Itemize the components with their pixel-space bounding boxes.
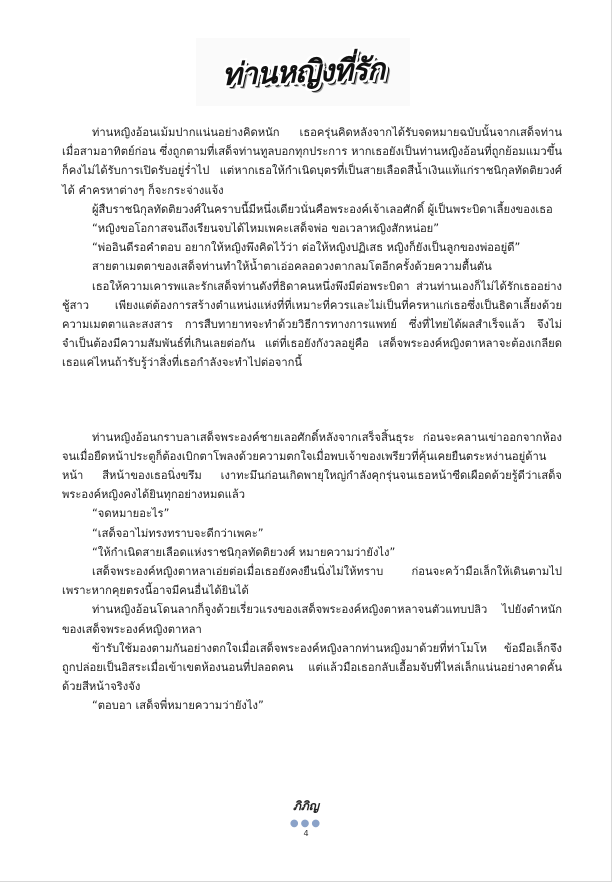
dialogue-line: “พ่ออินดีรอคำตอบ อยากให้หญิงพึงคิดไว้ว่า ต่อให้หญิงปฏิเสธ หญิงก็ยังเป็นลูกของพ่ออยู่ดี”	[92, 241, 521, 255]
title-banner	[196, 38, 410, 106]
paragraph: เสด็จพระองค์หญิงตาหลาเอ่ยต่อเมื่อเธอยังคงยืนนิ่งไม่ให้ทราบ ก่อนจะคว้ามือเล็กให้เดินตามไป เพราะหากคุยตรงนี้อาจมีคนอื่นได้ยินได้	[62, 565, 562, 598]
paragraph: ท่านหญิงอ้อนเม้มปากแน่นอย่างคิดหนัก เธอครุ่นคิดหลังจากได้รับจดหมายฉบับนั้นจากเสด็จท่านเมื่อสามอาทิตย์ก่อน ซึ่งถูกตามที่เสด็จท่านทูลบอกทุกประการ หากเธอยังเป็นท่านหญิงอ้อนที่ถูกย้อมแมวขึ้นก็คงไม่ได้รับการเปิดรับอยู่ร่ำไป แต่หากเธอให้กำเนิดบุตรที่เป็นสายเลือดสีน้ำเงินแท้แก่ราชนิกุลทัดติยวงศ์ได้ คำครหาต่างๆ ก็จะกระจ่างแจ้ง	[62, 126, 562, 197]
story-section-1	[62, 123, 562, 373]
paragraph: ท่านหญิงอ้อนโดนลากก็จูงด้วยเรี่ยวแรงของเสด็จพระองค์หญิงตาหลาจนตัวแทบปลิว ไปยังตำหนักของเสด็จพระองค์หญิงตาหลา	[62, 603, 562, 636]
footer-dots-ornament: ●●●	[289, 818, 323, 829]
dialogue-line: สายตาเมตตาของเสด็จท่านทำให้น้ำตาเอ่อคลอดวงตากลมโตอีกครั้งด้วยความตื้นตัน	[92, 260, 492, 274]
paragraph: ท่านหญิงอ้อนกราบลาเสด็จพระองค์ชายเลอศักดิ์หลังจากเสร็จสิ้นธุระ ก่อนจะคลานเข่าออกจากห้อง จนเมื่อยืดหน้าประตูก็ต้องเบิกตาโพลงด้วยความตกใจเมื่อพบเจ้าของเพรียวที่คุ้นเคยยืนตระหง่านอยู่ด้านหน้า สีหน้าของเธอนิ่งขรึม เงาทะมึนก่อนเกิดพายุใหญ่กำลังคุกรุ่นจนเธอหน้าซีดเผือดด้วยรู้ดีว่าเสด็จพระองค์หญิงคงได้ยินทุกอย่างหมดแล้ว	[62, 430, 562, 502]
page-title: ท่านหญิงที่รัก	[221, 51, 385, 93]
paragraph: เธอให้ความเคารพและรักเสด็จท่านดังที่ธิดาคนหนึ่งพึงมีต่อพระบิดา ส่วนท่านเองก็ไม่ได้รักเธออย่างชู้สาว เพียงแต่ต้องการสร้างตำแหน่งแห่งที่ที่เหมาะที่ควรและไม่เป็นที่ครหาแก่เธอซึ่งเป็นธิดาเลี้ยงด้วยความเมตตาและสงสาร การสืบทายาทจะทำด้วยวิธีการทางการแพทย์ ซึ่งที่ไทยได้ผลสำเร็จแล้ว จึงไม่จำเป็นต้องมีความสัมพันธ์ที่เกินเลยต่อกัน แต่ที่เธอยังกังวลอยู่คือ เสด็จพระองค์หญิงตาหลาจะต้องเกลียดเธอแค่ไหนถ้ารับรู้ว่าสิ่งที่เธอกำลังจะทำไปต่อจากนี้	[62, 279, 562, 370]
dialogue-line: “หญิงขอโอกาสจนถึงเรียนจบได้ไหมเพคะเสด็จพ่อ ขอเวลาหญิงสักหน่อย”	[92, 222, 440, 236]
story-section-2	[62, 428, 562, 716]
page-number: 4	[303, 829, 309, 838]
dialogue-line: “เสด็จอาไม่ทรงทราบจะดีกว่าเพคะ”	[92, 526, 264, 540]
author-name: ภิภิญ	[292, 799, 320, 813]
story-body	[62, 123, 562, 716]
dialogue-line: “จดหมายอะไร”	[92, 507, 170, 521]
dialogue-line: “ให้กำเนิดสายเลือดแห่งราชนิกุลทัดติยวงศ์ หมายความว่ายังไง”	[92, 545, 396, 559]
section-break	[62, 373, 562, 428]
paragraph: ข้ารับใช้มองตามกันอย่างตกใจเมื่อเสด็จพระองค์หญิงลากท่านหญิงมาด้วยที่ท่าโมโห ข้อมือเล็กจึงถูกปล่อยเป็นอิสระเมื่อเข้าเขตห้องนอนที่ปลอดคน แต่แล้วมือเธอกลับเอื้อมจับที่ไหล่เล็กแน่นอย่างคาดคั้นด้วยสีหน้าจริงจัง	[62, 641, 562, 694]
dialogue-line: “ตอบอา เสด็จพี่หมายความว่ายังไง”	[92, 699, 264, 713]
paragraph: ผู้สืบราชนิกุลทัดติยวงศ์ในคราบนี้มีหนึ่งเดียวนั่นคือพระองค์เจ้าเลอศักดิ์ ผู้เป็นพระบิดาเลี้ยงของเธอ	[92, 202, 553, 216]
